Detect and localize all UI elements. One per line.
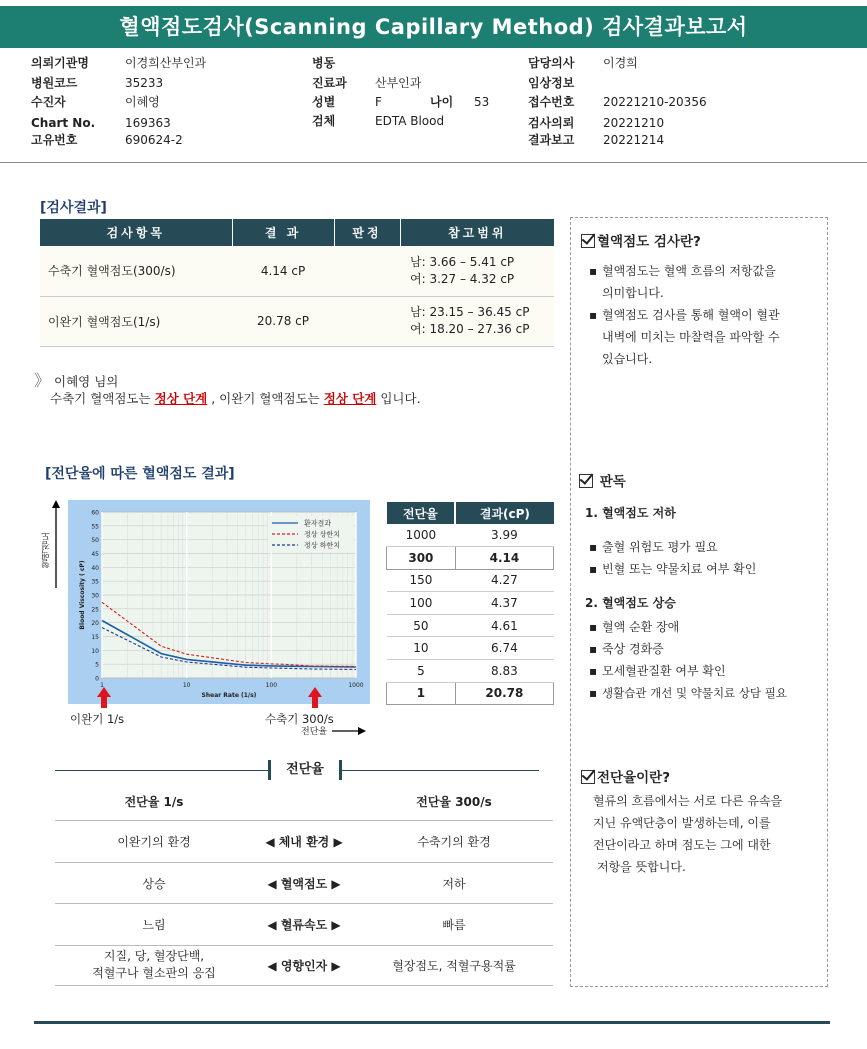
table-row	[387, 524, 554, 547]
x-tick-label: 1000	[348, 682, 364, 689]
list-item: ▪	[589, 620, 598, 634]
y-axis-caption: 혈액점도	[42, 532, 52, 568]
sex-value: F	[375, 95, 382, 109]
shear-info-title	[581, 766, 670, 786]
shear-value-cell: 4.37	[455, 592, 553, 615]
list-item: ▪	[589, 664, 598, 678]
status-diastolic: 정상 단계	[323, 391, 377, 406]
shear-rate-cell: 300	[387, 547, 456, 570]
comparison-left: 이완기의 환경	[117, 835, 191, 849]
x-axis-arrow	[332, 726, 366, 736]
institution-label: 의뢰기관명	[31, 56, 89, 70]
shear-value-cell: 4.27	[455, 569, 553, 592]
result-value: 20.78 cP	[232, 296, 334, 346]
shear-value-cell: 20.78	[455, 682, 553, 705]
shear-info-line1: 혈류의 흐름에서는 서로 다른 유속을	[593, 794, 783, 808]
shear-value-cell: 6.74	[455, 637, 553, 660]
results-header-value: 결 과	[232, 219, 334, 246]
what-b1-line1: 혈액점도는 혈액 흐름의 저항값을	[602, 264, 776, 278]
what-b2-line1: 혈액점도 검사를 통해 혈액이 혈관	[602, 308, 780, 322]
comparison-mid: ◀ 혈류속도 ▶	[267, 918, 341, 932]
table-row	[387, 637, 554, 660]
patient-info	[0, 0, 867, 160]
comparison-col-left: 전단율 1/s	[124, 795, 184, 809]
message-part2: , 이완기 혈액점도는	[211, 391, 320, 406]
legend-label: 환자결과	[304, 519, 332, 528]
y-tick-label: 40	[91, 564, 99, 572]
low-item: 출혈 위험도 평가 필요	[602, 540, 718, 554]
what-b2-line2: 내벽에 미치는 마찰력을 파악할 수	[602, 330, 780, 344]
judge-title-text: 판독	[599, 474, 626, 490]
comparison-left-line1: 지질, 당, 혈장단백,	[103, 949, 205, 963]
low-item: 빈혈 또는 약물치료 여부 확인	[602, 562, 757, 576]
results-header-ref: 참고범위	[400, 219, 554, 246]
y-tick-label: 15	[91, 634, 99, 641]
unique-no-label: 고유번호	[31, 133, 78, 147]
y-tick-label: 60	[91, 509, 99, 517]
what-title-text: 혈액점도 검사란?	[597, 234, 701, 250]
shear-rate-cell: 50	[387, 614, 456, 637]
x-axis-caption: 전단율	[301, 727, 328, 737]
shear-value-cell: 8.83	[455, 660, 553, 683]
y-tick-label: 5	[95, 661, 99, 669]
shear-info-title-text: 전단율이란?	[597, 770, 671, 786]
status-systolic: 정상 단계	[154, 391, 208, 406]
list-item: ▪	[589, 642, 598, 656]
viscosity-chart	[68, 500, 370, 704]
results-table	[40, 219, 554, 347]
y-tick-label: 45	[91, 551, 99, 558]
checkbox-icon	[579, 474, 593, 488]
list-item: ▪	[589, 308, 598, 322]
header-divider	[0, 162, 867, 163]
results-section-title: [검사결과]	[40, 200, 107, 216]
shear-rate-cell: 1	[387, 682, 456, 705]
result-judgement	[334, 296, 400, 346]
y-tick-label: 10	[91, 647, 99, 655]
list-item: ▪	[589, 264, 598, 278]
chart-no-value: 169363	[125, 116, 171, 130]
list-item: ▪	[589, 540, 598, 554]
reception-label: 접수번호	[528, 95, 575, 109]
report-title: 혈액점도검사(Scanning Capillary Method) 검사결과보고서	[0, 6, 867, 48]
comparison-right: 혈장점도, 적혈구용적률	[392, 959, 516, 973]
ward-label: 병동	[312, 56, 336, 70]
comparison-right: 수축기의 환경	[417, 835, 491, 849]
table-row	[387, 682, 554, 705]
shear-header-value: 결과(cP)	[455, 502, 553, 524]
y-axis-label: Blood Viscosity ( cP)	[79, 560, 86, 630]
dept-label: 진료과	[312, 76, 347, 90]
judge-title	[579, 470, 626, 490]
recipient-label: 수진자	[31, 95, 66, 109]
comparison-left-line2: 적혈구나 혈소판의 응집	[92, 966, 216, 980]
institution-value: 이경희산부인과	[125, 56, 207, 70]
footer-divider	[34, 1021, 830, 1024]
age-value: 53	[474, 95, 490, 109]
marker-arrow-high	[308, 687, 322, 709]
shear-value-cell: 3.99	[455, 524, 553, 547]
y-tick-label: 35	[91, 578, 99, 586]
specimen-label: 검체	[312, 114, 336, 128]
comparison-mid-text: 체내 환경	[278, 835, 330, 849]
results-header-item: 검사항목	[40, 219, 232, 246]
x-tick-label: 1	[100, 682, 104, 689]
high-item: 죽상 경화증	[602, 642, 664, 656]
y-tick-label: 50	[91, 537, 99, 545]
high-item: 모세혈관질환 여부 확인	[602, 664, 726, 678]
y-tick-label: 20	[91, 620, 99, 628]
x-tick-label: 100	[265, 682, 278, 689]
what-b2-line3: 있습니다.	[602, 352, 653, 366]
shear-rate-cell: 5	[387, 660, 456, 683]
result-judgement	[334, 246, 400, 296]
doctor-label: 담당의사	[528, 56, 575, 70]
info-sidebar	[570, 217, 828, 987]
low-title: 1. 혈액점도 저하	[585, 506, 676, 520]
high-item: 생활습관 개선 및 약물치료 상담 필요	[602, 686, 787, 700]
shear-rate-cell: 100	[387, 592, 456, 615]
shear-rate-cell: 1000	[387, 524, 456, 547]
table-row	[387, 569, 554, 592]
shear-info-line3: 전단이라고 하며 점도는 그에 대한	[593, 838, 771, 852]
comparison-row	[55, 821, 553, 863]
comparison-right: 저하	[442, 877, 466, 891]
y-tick-label: 0	[95, 675, 99, 683]
report-label: 결과보고	[528, 133, 575, 147]
sex-label: 성별	[312, 95, 336, 109]
comparison-row	[55, 904, 553, 946]
marker-arrow-low	[97, 687, 111, 709]
comparison-row	[55, 863, 553, 904]
result-ref-female: 여: 18.20 – 27.36 cP	[410, 322, 530, 336]
legend-label: 정상 하한치	[304, 541, 341, 550]
shear-value-cell: 4.14	[455, 547, 553, 570]
recipient-value: 이혜영	[125, 95, 160, 109]
what-b1-line2: 의미합니다.	[602, 286, 664, 300]
message-part3: 입니다.	[380, 391, 421, 406]
shear-value-cell: 4.61	[455, 614, 553, 637]
dept-value: 산부인과	[375, 76, 422, 90]
x-tick-label: 10	[182, 682, 191, 689]
chart-no-label: Chart No.	[31, 116, 96, 130]
comparison-header-row	[55, 782, 553, 821]
viscosity-chart-svg	[68, 500, 370, 704]
checkbox-icon	[581, 770, 595, 784]
unique-no-value: 690624-2	[125, 133, 183, 147]
table-row	[387, 614, 554, 637]
request-label: 검사의뢰	[528, 116, 575, 130]
result-item: 수축기 혈액점도(300/s)	[40, 246, 232, 296]
list-item: ▪	[589, 686, 598, 700]
shear-header-rate: 전단율	[387, 502, 456, 524]
report-value: 20221214	[603, 133, 665, 147]
comparison-mid: ◀ 혈액점도 ▶	[267, 877, 341, 891]
table-row	[387, 660, 554, 683]
y-tick-label: 30	[91, 592, 99, 600]
y-tick-label: 25	[91, 606, 99, 614]
high-title: 2. 혈액점도 상승	[585, 596, 676, 610]
shear-rate-table	[386, 502, 554, 705]
comparison-mid: ◀ 체내 환경 ▶	[265, 835, 343, 849]
marker-low-label: 이완기 1/s	[70, 712, 125, 726]
shear-rate-cell: 10	[387, 637, 456, 660]
hospital-code-value: 35233	[125, 76, 164, 90]
table-row	[40, 246, 554, 296]
result-message	[50, 389, 421, 407]
table-row	[387, 592, 554, 615]
results-header-judgement: 판정	[334, 219, 400, 246]
divider-left	[55, 770, 268, 771]
result-ref-male: 남: 3.66 – 5.41 cP	[410, 254, 515, 269]
y-tick-label: 55	[91, 523, 99, 531]
result-ref	[400, 246, 554, 296]
marker-high-label: 수축기 300/s	[265, 712, 334, 726]
table-row	[387, 547, 554, 570]
message-part1: 수축기 혈액점도는	[50, 391, 151, 406]
x-axis-label: Shear Rate (1/s)	[201, 692, 257, 699]
legend-label: 정상 상한치	[304, 530, 341, 539]
hospital-code-label: 병원코드	[31, 76, 78, 90]
comparison-left: 상승	[142, 877, 166, 891]
reception-value: 20221210-20356	[603, 95, 707, 109]
age-label: 나이	[430, 95, 454, 109]
comparison-title: 전단율	[268, 760, 342, 780]
comparison-mid: ◀ 영향인자 ▶	[267, 959, 341, 973]
chevron-right-icon: 》	[34, 371, 51, 390]
list-item: ▪	[589, 562, 598, 576]
result-ref-male: 남: 23.15 – 36.45 cP	[410, 305, 530, 319]
result-ref	[400, 296, 554, 346]
high-item: 혈액 순환 장애	[602, 620, 680, 634]
shear-info-line2: 지닌 유액단층이 발생하는데, 이를	[593, 816, 771, 830]
comparison-mid-text: 혈류속도	[280, 918, 328, 932]
result-ref-female: 여: 3.27 – 4.32 cP	[410, 271, 515, 286]
doctor-value: 이경희	[603, 56, 638, 70]
shear-section-title: [전단율에 따른 혈액점도 결과]	[45, 466, 235, 482]
request-value: 20221210	[603, 116, 665, 130]
result-message-name	[34, 368, 118, 391]
message-name-text: 이혜영 님의	[54, 374, 119, 389]
what-title	[581, 230, 701, 250]
result-item: 이완기 혈액점도(1/s)	[40, 296, 232, 346]
comparison-left: 느림	[142, 918, 166, 932]
checkbox-icon	[581, 234, 595, 248]
table-row	[40, 296, 554, 346]
shear-rate-cell: 150	[387, 569, 456, 592]
comparison-col-right: 전단율 300/s	[416, 795, 492, 809]
comparison-left	[55, 948, 253, 982]
result-value: 4.14 cP	[232, 246, 334, 296]
comparison-right: 빠름	[442, 918, 466, 932]
comparison-mid-text: 영향인자	[280, 959, 328, 973]
comparison-row	[55, 946, 553, 986]
shear-info-line4: 저항을 뜻합니다.	[597, 860, 686, 874]
comparison-mid-text: 혈액점도	[280, 877, 328, 891]
divider-right	[342, 770, 539, 771]
specimen-value: EDTA Blood	[375, 114, 445, 128]
clinical-label: 임상정보	[528, 76, 575, 90]
